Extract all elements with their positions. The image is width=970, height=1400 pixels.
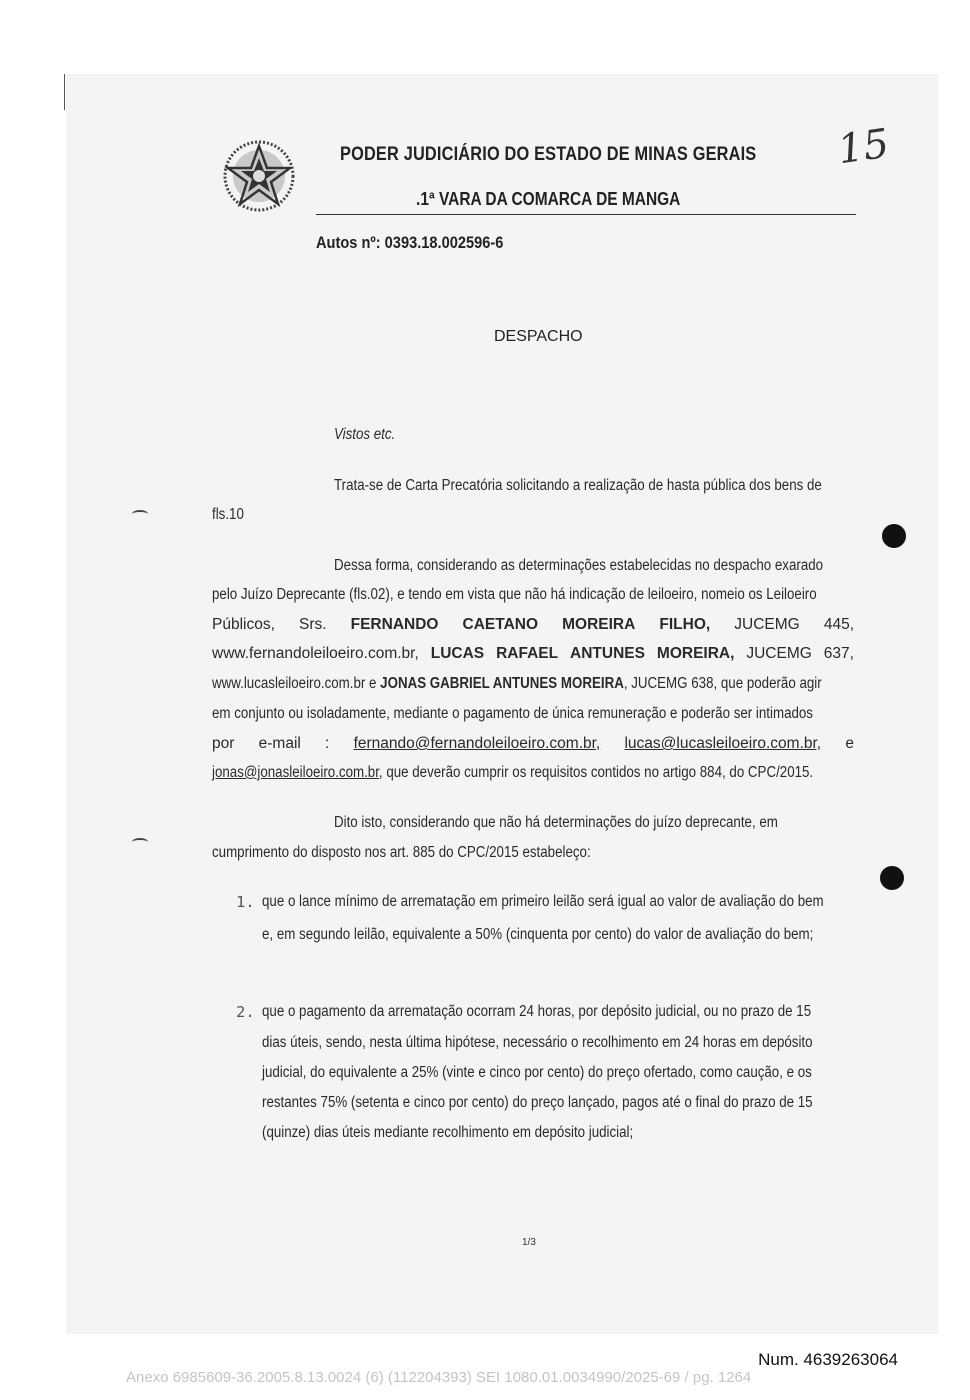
word: e-mail — [258, 735, 301, 752]
margin-tick-mark — [132, 838, 148, 846]
paragraph-2-line-2: pelo Juízo Deprecante (fls.02), e tendo em vista que não há indicação de leiloeiro, nomeio os Leiloeiro — [212, 586, 817, 603]
word: 637, — [823, 645, 854, 662]
word: por — [212, 735, 235, 752]
footer-watermark: Anexo 6985609-36.2005.8.13.0024 (6) (112204393) SEI 1080.01.0034990/2025-69 / pg. 1264 — [126, 1369, 752, 1386]
text-fragment: www.lucasleiloeiro.com.br e — [212, 675, 381, 692]
paragraph-1-line-2: fls.10 — [212, 506, 244, 523]
website: www.fernandoleiloeiro.com.br, — [212, 645, 419, 662]
email-link[interactable]: jonas@jonasleiloeiro.com.br — [212, 764, 379, 781]
auctioneer-name: LUCAS — [430, 645, 485, 662]
court-name-heading: PODER JUDICIÁRIO DO ESTADO DE MINAS GERAIS — [340, 144, 757, 165]
list-item-2-line-4: restantes 75% (setenta e cinco por cento) do preço lançado, pagos até o final do prazo de 15 — [262, 1094, 813, 1111]
margin-tick-mark — [132, 510, 148, 518]
paragraph-2-line-6: em conjunto ou isoladamente, mediante o pagamento de única remuneração e poderão ser intimados — [212, 705, 813, 722]
scan-edge-line — [64, 74, 65, 110]
state-seal-icon — [218, 138, 300, 214]
word: Srs. — [298, 616, 327, 633]
auctioneer-name: RAFAEL — [496, 645, 559, 662]
paragraph-2-line-8 — [212, 764, 813, 782]
list-item-number: 2. — [236, 1003, 255, 1021]
vistos-line: Vistos etc. — [334, 426, 396, 443]
vara-heading: .1ª VARA DA COMARCA DE MANGA — [416, 189, 681, 209]
case-number: Autos nº: 0393.18.002596-6 — [316, 233, 504, 252]
page-indicator: 1/3 — [522, 1237, 536, 1248]
paragraph-2-line-4 — [212, 645, 854, 665]
auctioneer-name: FERNANDO — [350, 616, 439, 633]
text-fragment: , que deverão cumprir os requisitos contidos no artigo 884, do CPC/2015. — [378, 764, 814, 781]
email-link[interactable]: fernando@fernandoleiloeiro.com.br, — [353, 735, 601, 752]
word: e — [845, 735, 854, 752]
auctioneer-name: JONAS GABRIEL ANTUNES MOREIRA — [380, 675, 624, 692]
scanned-page — [66, 74, 938, 1334]
paragraph-1-line-1: Trata-se de Carta Precatória solicitando a realização de hasta pública dos bens de — [334, 477, 822, 494]
header-divider — [316, 214, 856, 215]
list-item-2-line-3: judicial, do equivalente a 25% (vinte e cinco por cento) do preço ofertado, como caução, e os — [262, 1064, 812, 1081]
text-fragment: , JUCEMG 638, que poderão agir — [623, 675, 822, 692]
word: JUCEMG — [746, 645, 812, 662]
paragraph-2-line-7 — [212, 735, 854, 755]
paragraph-2-line-3 — [212, 616, 854, 636]
auctioneer-name: MOREIRA, — [656, 645, 735, 662]
auctioneer-name: MOREIRA — [562, 616, 636, 633]
list-item-number: 1. — [236, 893, 255, 911]
document-title: DESPACHO — [494, 328, 583, 345]
auctioneer-name: CAETANO — [462, 616, 539, 633]
list-item-1-line-1: que o lance mínimo de arrematação em primeiro leilão será igual ao valor de avaliação do bem — [262, 893, 824, 910]
paragraph-2-line-1: Dessa forma, considerando as determinações estabelecidas no despacho exarado — [334, 557, 824, 574]
punch-hole-mark — [882, 524, 906, 548]
word: 445, — [823, 616, 854, 633]
word: : — [325, 735, 330, 752]
paragraph-3-line-1: Dito isto, considerando que não há determinações do juízo deprecante, em — [334, 814, 778, 831]
auctioneer-name: ANTUNES — [570, 645, 645, 662]
paragraph-3-line-2: cumprimento do disposto nos art. 885 do CPC/2015 estabeleço: — [212, 844, 591, 861]
email-link[interactable]: lucas@lucasleiloeiro.com.br, — [624, 735, 822, 752]
list-item-1-line-2: e, em segundo leilão, equivalente a 50% (cinquenta por cento) do valor de avaliação do bem; — [262, 926, 814, 943]
list-item-2-line-5: (quinze) dias úteis mediante recolhimento em depósito judicial; — [262, 1124, 634, 1141]
paragraph-2-line-5 — [212, 675, 822, 693]
word: JUCEMG — [734, 616, 800, 633]
list-item-2-line-2: dias úteis, sendo, nesta última hipótese, necessário o recolhimento em 24 horas em depósito — [262, 1034, 813, 1051]
list-item-2-line-1: que o pagamento da arrematação ocorram 24 horas, por depósito judicial, ou no prazo de 15 — [262, 1003, 812, 1020]
word: Públicos, — [212, 616, 275, 633]
handwritten-page-mark: 15 — [835, 120, 892, 174]
auctioneer-name: FILHO, — [659, 616, 711, 633]
document-number: Num. 4639263064 — [758, 1350, 898, 1369]
punch-hole-mark — [880, 866, 904, 890]
